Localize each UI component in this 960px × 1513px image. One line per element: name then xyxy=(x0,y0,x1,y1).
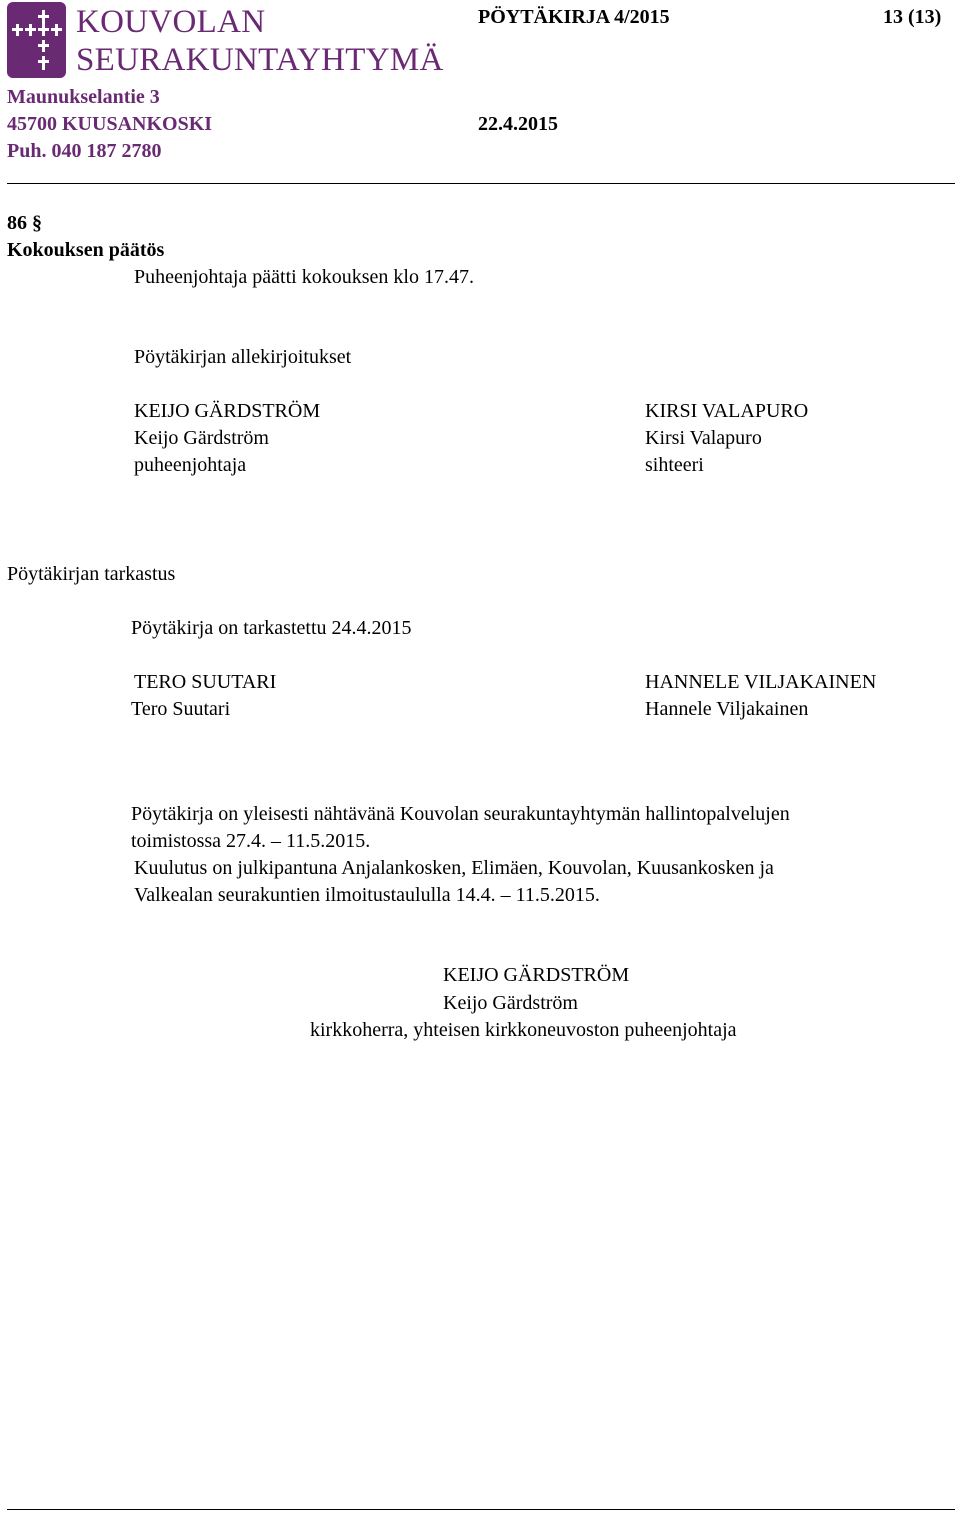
org-name-line-1: KOUVOLAN xyxy=(76,4,266,40)
footer-divider xyxy=(7,1509,955,1510)
reviewer-right-name: Hannele Viljakainen xyxy=(645,698,809,720)
section-number xyxy=(7,210,42,237)
page-number: 13 (13) xyxy=(883,6,942,28)
document-title: PÖYTÄKIRJA 4/2015 xyxy=(478,6,670,28)
notice-line-3: Kuulutus on julkipantuna Anjalankosken, Elimäen, Kouvolan, Kuusankosken ja xyxy=(134,857,774,879)
signatures-heading: Pöytäkirjan allekirjoitukset xyxy=(134,346,352,368)
section-title: Kokouksen päätös xyxy=(7,239,165,261)
reviewer-right-caps: HANNELE VILJAKAINEN xyxy=(645,671,877,693)
signer-left-role: puheenjohtaja xyxy=(134,454,247,476)
signer-right-caps: KIRSI VALAPURO xyxy=(645,400,809,422)
notice-line-4: Valkealan seurakuntien ilmoitustaululla 14.4. – 11.5.2015. xyxy=(134,884,600,906)
parish-union-logo xyxy=(7,2,66,78)
header-divider xyxy=(7,183,955,184)
certifier-caps: KEIJO GÄRDSTRÖM xyxy=(443,964,630,986)
address-street: Maunukselantie 3 xyxy=(7,86,160,108)
reviewer-left-caps: TERO SUUTARI xyxy=(134,671,277,693)
phone-number: Puh. 040 187 2780 xyxy=(7,140,162,162)
meeting-date: 22.4.2015 xyxy=(478,113,558,135)
review-heading: Pöytäkirjan tarkastus xyxy=(7,563,176,585)
review-statement: Pöytäkirja on tarkastettu 24.4.2015 xyxy=(131,617,412,639)
section-symbol: § xyxy=(32,212,42,234)
section-number-value: 86 xyxy=(7,212,27,234)
certifier-name: Keijo Gärdström xyxy=(443,992,578,1014)
signer-right-name: Kirsi Valapuro xyxy=(645,427,762,449)
org-name-line-2: SEURAKUNTAYHTYMÄ xyxy=(76,42,444,78)
notice-line-2: toimistossa 27.4. – 11.5.2015. xyxy=(131,830,371,852)
reviewer-left-name: Tero Suutari xyxy=(131,698,231,720)
section-decision: Puheenjohtaja päätti kokouksen klo 17.47. xyxy=(134,266,474,288)
logo-background xyxy=(7,2,66,78)
signer-left-name: Keijo Gärdström xyxy=(134,427,269,449)
notice-line-1: Pöytäkirja on yleisesti nähtävänä Kouvolan seurakuntayhtymän hallintopalvelujen xyxy=(131,803,790,825)
signer-right-role: sihteeri xyxy=(645,454,704,476)
signer-left-caps: KEIJO GÄRDSTRÖM xyxy=(134,400,321,422)
address-postal: 45700 KUUSANKOSKI xyxy=(7,113,213,135)
certifier-role: kirkkoherra, yhteisen kirkkoneuvoston puheenjohtaja xyxy=(310,1019,737,1041)
